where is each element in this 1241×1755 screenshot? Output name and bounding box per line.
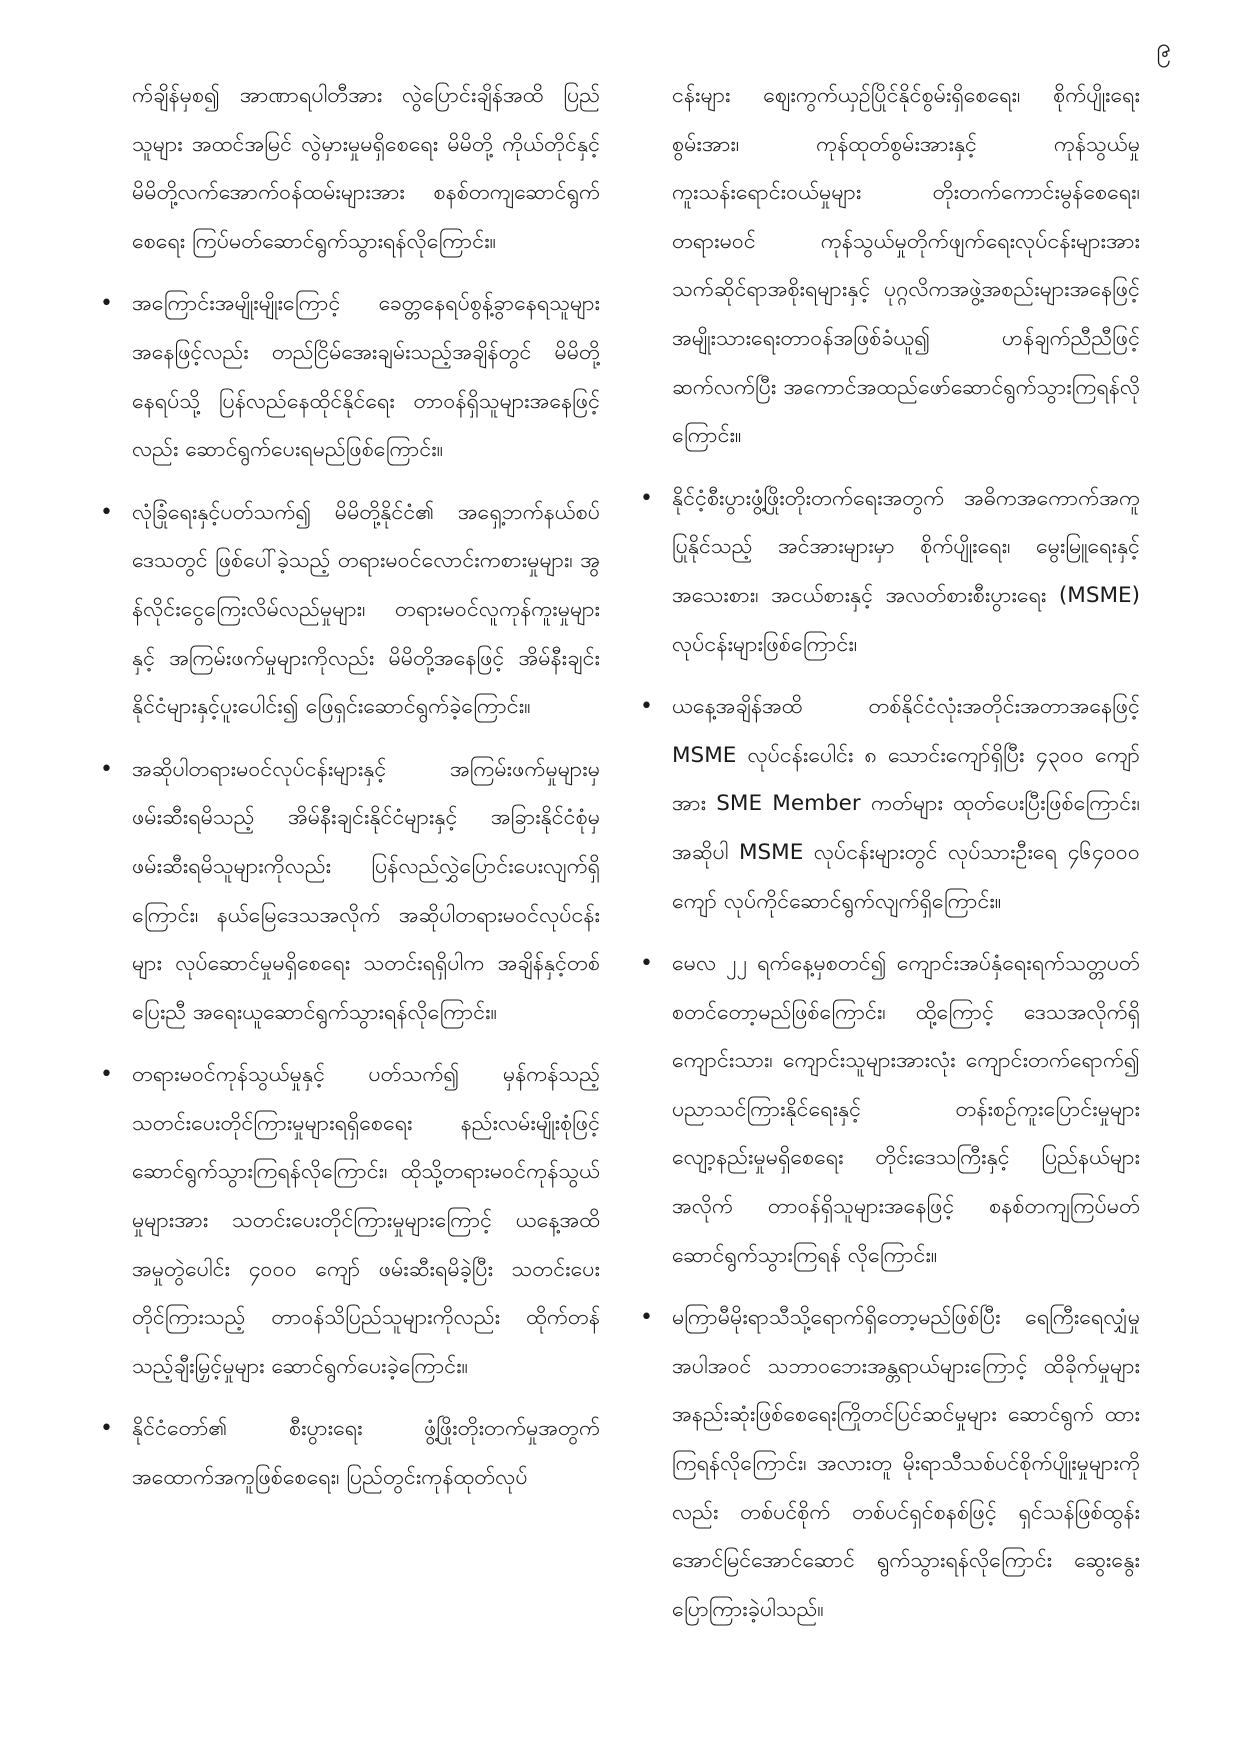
paragraph-text: ငန်းများ စျေးကွက်ယှဉ်ပြိုင်နိုင်စွမ်းရှိစေရေး၊ စိုက်ပျိုးရေးစွမ်းအား၊ ကုန်ထုတ်စွမ်းအားနှင့် ကုန်သွယ်မှုကူးသန်းရောင်းဝယ်မှုများ တိုးတက်ကောင်းမွန်စေရေး၊ တရားမဝင် ကုန်သွယ်မှုတိုက်ဖျက်ရေးလုပ်ငန်းများအား သက်ဆိုင်ရာအစိုးရများနှင့် ပုဂ္ဂလိကအဖွဲ့အစည်းများအနေဖြင့် အမျိုးသားရေးတာဝန်အဖြစ်ခံယူ၍ ဟန်ချက်ညီညီဖြင့် ဆက်လက်ပြီး အကောင်အထည်ဖော်ဆောင်ရွက်သွားကြရန်လိုကြောင်း။ (672, 83, 1140, 449)
bullet-item (100, 489, 600, 732)
left-column (100, 72, 600, 1517)
bullet-icon: • (640, 951, 653, 977)
bullet-text: အကြောင်းအမျိုးမျိုးကြောင့် ခေတ္တနေရပ်စွန့်ခွာနေရသူများအနေဖြင့်လည်း တည်ငြိမ်အေးချမ်းသည့်အချိန်တွင် မိမိတို့နေရပ်သို့ ပြန်လည်နေထိုင်နိုင်ရေး တာဝန်ရှိသူများအနေဖြင့်လည်း ဆောင်ရွက်ပေးရမည်ဖြစ်ကြောင်း။ (132, 291, 600, 463)
bullet-text: ယနေ့အချိန်အထိ တစ်နိုင်ငံလုံးအတိုင်းအတာအနေဖြင့် MSME လုပ်ငန်းပေါင်း ၈ သောင်းကျော်ရှိပြီး ၄၃၀၀ ကျော်အား SME Member ကတ်များ ထုတ်ပေးပြီးဖြစ်ကြောင်း၊ အဆိုပါ MSME လုပ်ငန်းများတွင် လုပ်သားဦးရေ ၄၆၄၀၀၀ ကျော် လုပ်ကိုင်ဆောင်ရွက်လျက်ရှိကြောင်း။ (672, 694, 1140, 914)
bullet-item (100, 280, 600, 474)
bullet-text: တရားမဝင်ကုန်သွယ်မှုနှင့် ပတ်သက်၍ မှန်ကန်သည့် သတင်းပေးတိုင်ကြားမှုများရရှိစေရေး နည်းလမ်းမျိုးစုံဖြင့် ဆောင်ရွက်သွားကြရန်လိုကြောင်း၊ ထိုသို့တရားမဝင်ကုန်သွယ်မှုများအား သတင်းပေးတိုင်ကြားမှုများကြောင့် ယနေ့အထိ အမှုတွဲပေါင်း ၄၀၀၀ ကျော် ဖမ်းဆီးရမိခဲ့ပြီး သတင်းပေးတိုင်ကြားသည့် တာဝန်သိပြည်သူများကိုလည်း ထိုက်တန်သည့်ချီးမြှင့်မှုများ ဆောင်ရွက်ပေးခဲ့ကြောင်း။ (132, 1062, 600, 1379)
bullet-item (640, 1294, 1140, 1634)
bullet-icon: • (640, 1305, 653, 1331)
bullet-item (640, 475, 1140, 669)
paragraph (640, 72, 1140, 461)
bullet-icon: • (100, 756, 113, 782)
bullet-text: လုံခြုံရေးနှင့်ပတ်သက်၍ မိမိတို့နိုင်ငံ၏ အရှေ့ဘက်နယ်စပ်ဒေသတွင် ဖြစ်ပေါ်ခဲ့သည့် တရားမဝင်လောင်းကစားမှုများ၊ အွန်လိုင်းငွေကြေးလိမ်လည်မှုများ၊ တရားမဝင်လူကုန်ကူးမှုများနှင့် အကြမ်းဖက်မှုများကိုလည်း မိမိတို့အနေဖြင့် အိမ်နီးချင်းနိုင်ငံများနှင့်ပူးပေါင်း၍ ဖြေရှင်းဆောင်ရွက်ခဲ့ကြောင်း။ (132, 499, 600, 720)
bullet-text: မေလ ၂၂ ရက်နေ့မှစတင်၍ ကျောင်းအပ်နှံရေးရက်သတ္တပတ်စတင်တော့မည်ဖြစ်ကြောင်း၊ ထို့ကြောင့် ဒေသအလိုက်ရှိ ကျောင်းသား၊ ကျောင်းသူများအားလုံး ကျောင်းတက်ရောက်၍ ပညာသင်ကြားနိုင်ရေးနှင့် တန်းစဉ်ကူးပြောင်းမှုများ လျော့နည်းမှုမရှိစေရေး တိုင်းဒေသကြီးနှင့် ပြည်နယ်များအလိုက် တာဝန်ရှိသူများအနေဖြင့် စနစ်တကျကြပ်မတ်ဆောင်ရွက်သွားကြရန် လိုကြောင်း။ (672, 951, 1140, 1268)
bullet-item (640, 683, 1140, 926)
bullet-item (100, 1405, 600, 1502)
bullet-text: မကြာမီမိုးရာသီသို့ရောက်ရှိတော့မည်ဖြစ်ပြီး ရေကြီးရေလျှံမှုအပါအဝင် သဘာဝဘေးအန္တရာယ်များကြောင့် ထိခိုက်မှုများ အနည်းဆုံးဖြစ်စေရေးကြိုတင်ပြင်ဆင်မှုများ ဆောင်ရွက် ထားကြရန်လိုကြောင်း၊ အလားတူ မိုးရာသီသစ်ပင်စိုက်ပျိုးမှုများကိုလည်း တစ်ပင်စိုက် တစ်ပင်ရှင်စနစ်ဖြင့် ရှင်သန်ဖြစ်ထွန်းအောင်မြင်အောင်ဆောင် ရွက်သွားရန်လိုကြောင်း ဆွေးနွေးပြောကြားခဲ့ပါသည်။ (672, 1305, 1140, 1622)
bullet-item (100, 746, 600, 1038)
bullet-item (100, 1051, 600, 1391)
paragraph-text: က်ချိန်မှစ၍ အာဏာရပါတီအား လွဲပြောင်းချိန်အထိ ပြည်သူများ အထင်အမြင် လွဲမှားမှုမရှိစေရေး မိမိတို့ ကိုယ်တိုင်နှင့် မိမိတို့လက်အောက်ဝန်ထမ်းများအား စနစ်တကျဆောင်ရွက်စေရေး ကြပ်မတ်ဆောင်ရွက်သွားရန်လိုကြောင်း။ (132, 83, 600, 254)
bullet-text: အဆိုပါတရားမဝင်လုပ်ငန်းများနှင့် အကြမ်းဖက်မှုများမှ ဖမ်းဆီးရမိသည့် အိမ်နီးချင်းနိုင်ငံများနှင့် အခြားနိုင်ငံစုံမှ ဖမ်းဆီးရမိသူများကိုလည်း ပြန်လည်လွှဲပြောင်းပေးလျက်ရှိကြောင်း၊ နယ်မြေဒေသအလိုက် အဆိုပါတရားမဝင်လုပ်ငန်းများ လုပ်ဆောင်မှုမရှိစေရေး သတင်းရရှိပါက အချိန်နှင့်တစ်ပြေးညီ အရေးယူဆောင်ရွက်သွားရန်လိုကြောင်း။ (132, 756, 600, 1025)
bullet-icon: • (100, 499, 113, 525)
bullet-item (640, 940, 1140, 1280)
bullet-text: နိုင်ငံ့စီးပွားဖွံ့ဖြိုးတိုးတက်ရေးအတွက် အဓိကအကောက်အကူပြုနိုင်သည့် အင်အားများမှာ စိုက်ပျိုးရေး၊ မွေးမြူရေးနှင့် အသေးစား၊ အငယ်စားနှင့် အလတ်စားစီးပွားရေး (MSME) လုပ်ငန်းများဖြစ်ကြောင်း၊ (672, 485, 1140, 657)
bullet-icon: • (640, 485, 653, 511)
bullet-icon: • (640, 694, 653, 720)
paragraph (100, 72, 600, 266)
bullet-icon: • (100, 1416, 113, 1442)
bullet-icon: • (100, 1062, 113, 1088)
right-column (640, 72, 1140, 1648)
bullet-icon: • (100, 291, 113, 317)
page-number: ၉ (1156, 33, 1171, 63)
bullet-text: နိုင်ငံတော်၏ စီးပွားရေး ဖွံ့ဖြိုးတိုးတက်မှုအတွက် အထောက်အကူဖြစ်စေရေး၊ ပြည်တွင်းကုန်ထုတ်လုပ် (132, 1416, 600, 1491)
